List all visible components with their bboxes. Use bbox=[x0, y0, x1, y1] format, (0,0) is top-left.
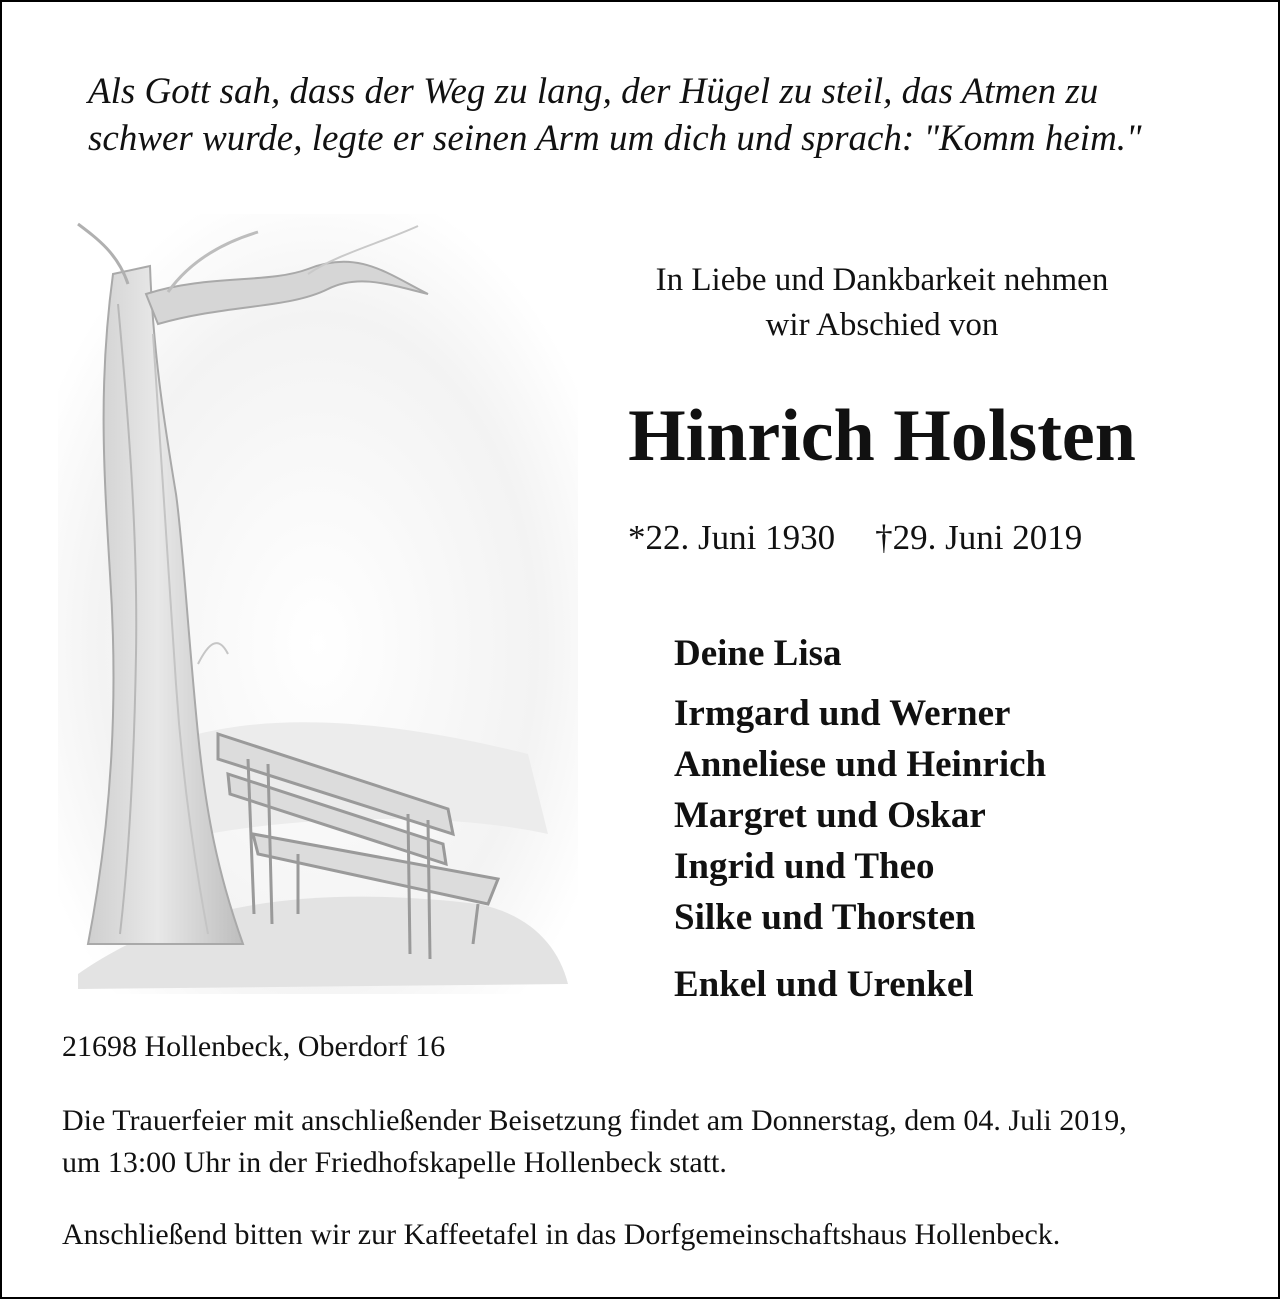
mourner-entry: Silke und Thorsten bbox=[674, 897, 976, 938]
ceremony-line: Die Trauerfeier mit anschließender Beisetzung findet am Donnerstag, dem 04. Juli 2019, bbox=[62, 1104, 1127, 1137]
deceased-name: Hinrich Holsten bbox=[628, 395, 1136, 477]
mourner-entry: Ingrid und Theo bbox=[674, 846, 935, 887]
quote-line: Als Gott sah, dass der Weg zu lang, der Hügel zu steil, das Atmen zu bbox=[88, 71, 1099, 112]
opening-quote bbox=[88, 68, 1208, 162]
quote-line: schwer wurde, legte er seinen Arm um dich und sprach: "Komm heim." bbox=[88, 118, 1142, 159]
birth-date: *22. Juni 1930 bbox=[628, 518, 836, 557]
funeral-service-info bbox=[62, 1100, 1242, 1184]
farewell-intro bbox=[562, 258, 1202, 348]
death-date: †29. Juni 2019 bbox=[875, 518, 1083, 557]
ceremony-line: um 13:00 Uhr in der Friedhofskapelle Hollenbeck statt. bbox=[62, 1146, 727, 1179]
intro-line: In Liebe und Dankbarkeit nehmen bbox=[655, 262, 1109, 298]
mourner-entry: Deine Lisa bbox=[674, 633, 842, 674]
mourner-entry: Margret und Oskar bbox=[674, 795, 986, 836]
mourner-entry: Anneliese und Heinrich bbox=[674, 744, 1047, 785]
mourner-entry: Enkel und Urenkel bbox=[674, 964, 974, 1005]
mourner-entry: Irmgard und Werner bbox=[674, 693, 1011, 734]
life-dates bbox=[628, 514, 1082, 562]
tree-and-bench-illustration bbox=[58, 214, 578, 994]
mourners-list bbox=[674, 628, 1046, 1010]
reception-info bbox=[62, 1214, 1060, 1256]
reception-line: Anschließend bitten wir zur Kaffeetafel in das Dorfgemeinschaftshaus Hollenbeck. bbox=[62, 1218, 1061, 1251]
intro-line: wir Abschied von bbox=[765, 307, 999, 343]
family-address: 21698 Hollenbeck, Oberdorf 16 bbox=[62, 1030, 446, 1063]
